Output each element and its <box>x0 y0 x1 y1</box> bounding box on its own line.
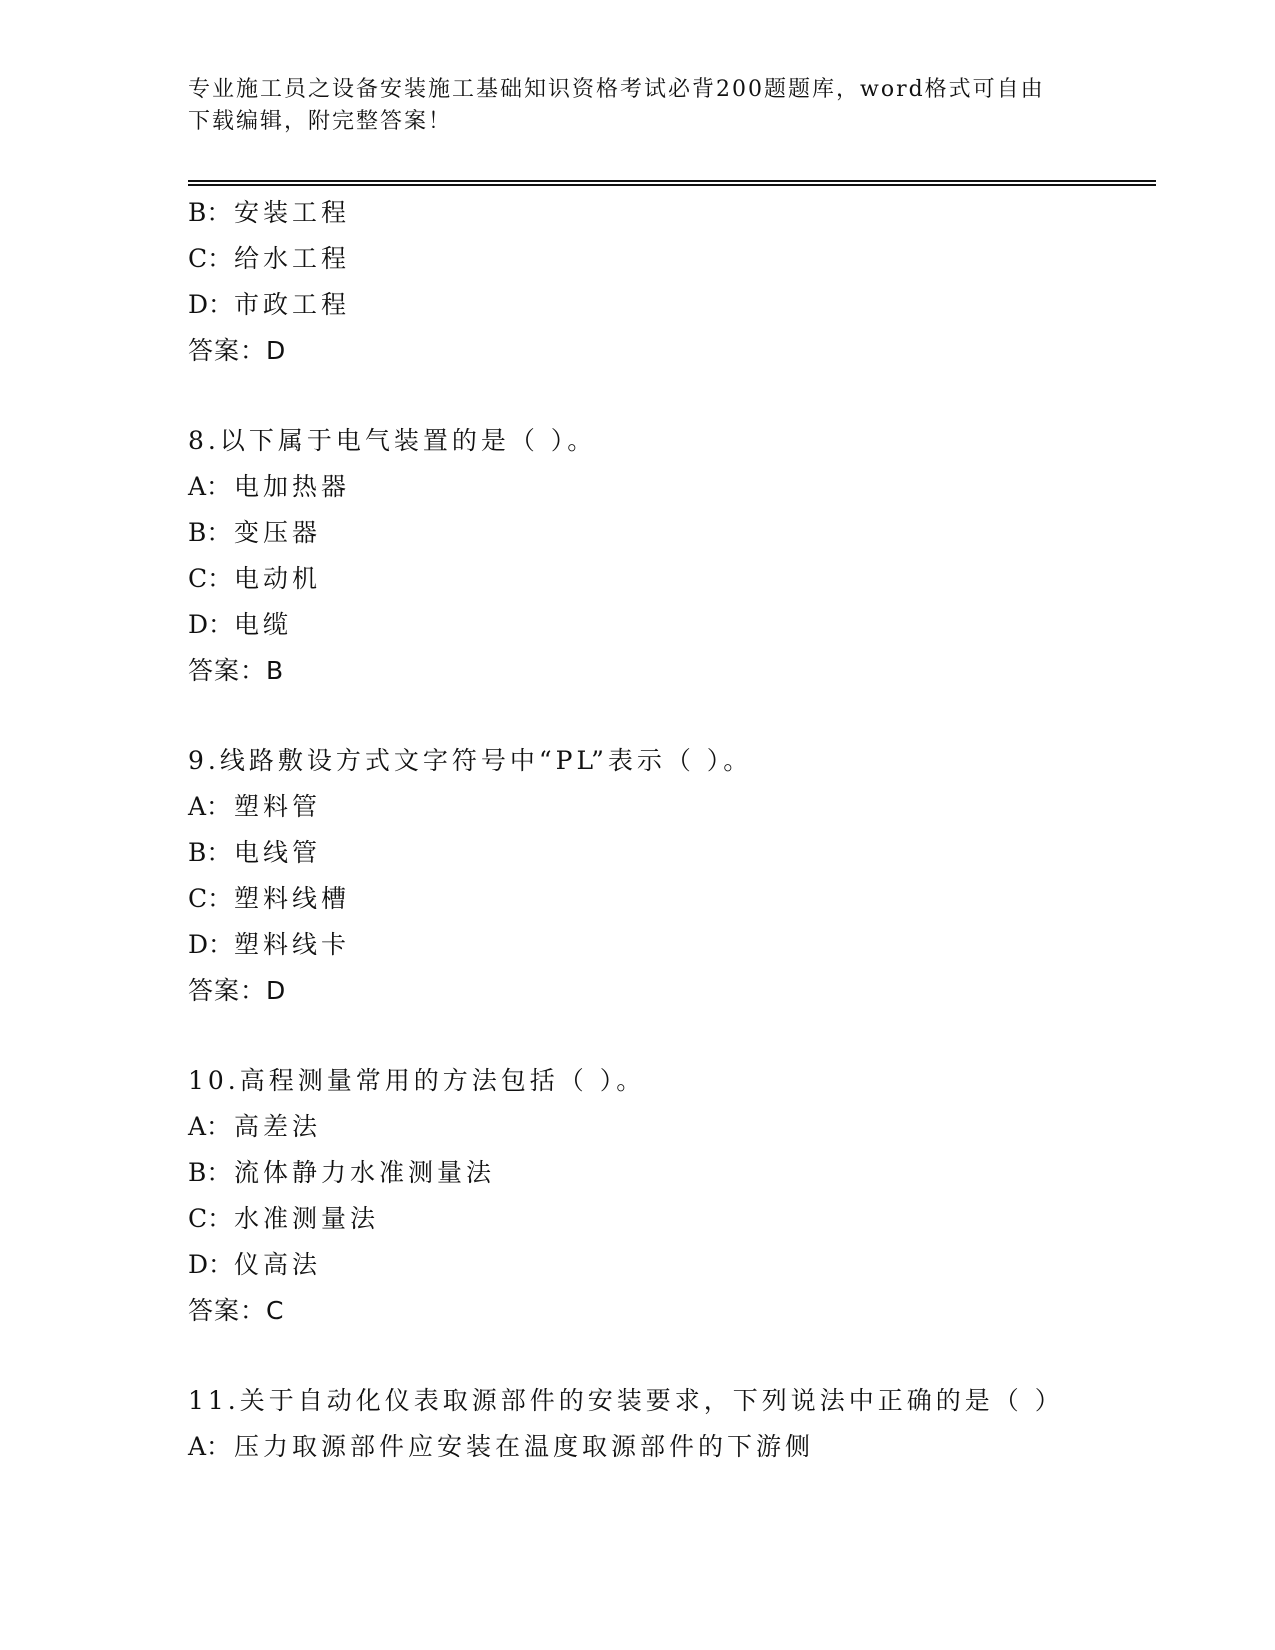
option-text: 给水工程 <box>234 244 351 273</box>
option-key: A： <box>188 1112 232 1141</box>
option-key: A： <box>188 792 232 821</box>
option-text: 塑料线卡 <box>234 930 351 959</box>
option-row <box>188 876 1148 922</box>
question-block <box>188 190 1148 374</box>
option-row <box>188 1150 1148 1196</box>
option-text: 压力取源部件应安装在温度取源部件的下游侧 <box>234 1432 815 1461</box>
document-header: 专业施工员之设备安装施工基础知识资格考试必背200题题库，word格式可自由下载编辑，附完整答案！ <box>188 77 1045 134</box>
option-text: 电加热器 <box>234 472 351 501</box>
option-key: C： <box>188 564 233 593</box>
option-text: 变压器 <box>234 518 322 547</box>
option-text: 水准测量法 <box>234 1204 380 1233</box>
option-key: C： <box>188 1204 233 1233</box>
answer-line: 答案：D <box>188 336 287 365</box>
option-row <box>188 236 1148 282</box>
option-key: B： <box>188 518 232 547</box>
answer-line: 答案：B <box>188 656 285 685</box>
option-text: 电缆 <box>234 610 293 639</box>
question-list <box>188 190 1148 1470</box>
option-row <box>188 464 1148 510</box>
question-block <box>188 1378 1148 1470</box>
option-key: C： <box>188 884 233 913</box>
option-row <box>188 1424 1148 1470</box>
question-block <box>188 1058 1148 1334</box>
option-text: 塑料线槽 <box>234 884 351 913</box>
option-text: 电线管 <box>234 838 322 867</box>
question-stem: 11.关于自动化仪表取源部件的安装要求，下列说法中正确的是（ ） <box>188 1386 1064 1415</box>
option-key: C： <box>188 244 233 273</box>
option-row <box>188 190 1148 236</box>
option-text: 市政工程 <box>234 290 351 319</box>
question-stem: 9.线路敷设方式文字符号中“PL”表示（ ）。 <box>188 746 753 775</box>
option-text: 仪高法 <box>234 1250 322 1279</box>
answer-line: 答案：C <box>188 1296 285 1325</box>
block-spacer <box>188 1334 1148 1378</box>
option-key: D： <box>188 1250 234 1279</box>
option-text: 流体静力水准测量法 <box>234 1158 496 1187</box>
option-text: 高差法 <box>234 1112 322 1141</box>
option-key: B： <box>188 838 232 867</box>
option-key: A： <box>188 1432 232 1461</box>
option-row <box>188 556 1148 602</box>
option-key: B： <box>188 198 232 227</box>
option-text: 塑料管 <box>234 792 322 821</box>
option-key: A： <box>188 472 232 501</box>
option-text: 安装工程 <box>234 198 351 227</box>
block-spacer <box>188 1014 1148 1058</box>
option-key: D： <box>188 290 234 319</box>
question-stem: 10.高程测量常用的方法包括（ ）。 <box>188 1066 646 1095</box>
question-block <box>188 738 1148 1014</box>
option-key: D： <box>188 930 234 959</box>
option-row <box>188 282 1148 328</box>
option-key: B： <box>188 1158 232 1187</box>
answer-line: 答案：D <box>188 976 287 1005</box>
option-row <box>188 922 1148 968</box>
option-row <box>188 784 1148 830</box>
option-row <box>188 830 1148 876</box>
option-row <box>188 1104 1148 1150</box>
header-double-rule <box>188 180 1156 186</box>
option-row <box>188 602 1148 648</box>
block-spacer <box>188 374 1148 418</box>
block-spacer <box>188 694 1148 738</box>
option-row <box>188 1196 1148 1242</box>
option-text: 电动机 <box>234 564 322 593</box>
option-key: D： <box>188 610 234 639</box>
question-block <box>188 418 1148 694</box>
option-row <box>188 510 1148 556</box>
option-row <box>188 1242 1148 1288</box>
question-stem: 8.以下属于电气装置的是（ ）。 <box>188 426 597 455</box>
